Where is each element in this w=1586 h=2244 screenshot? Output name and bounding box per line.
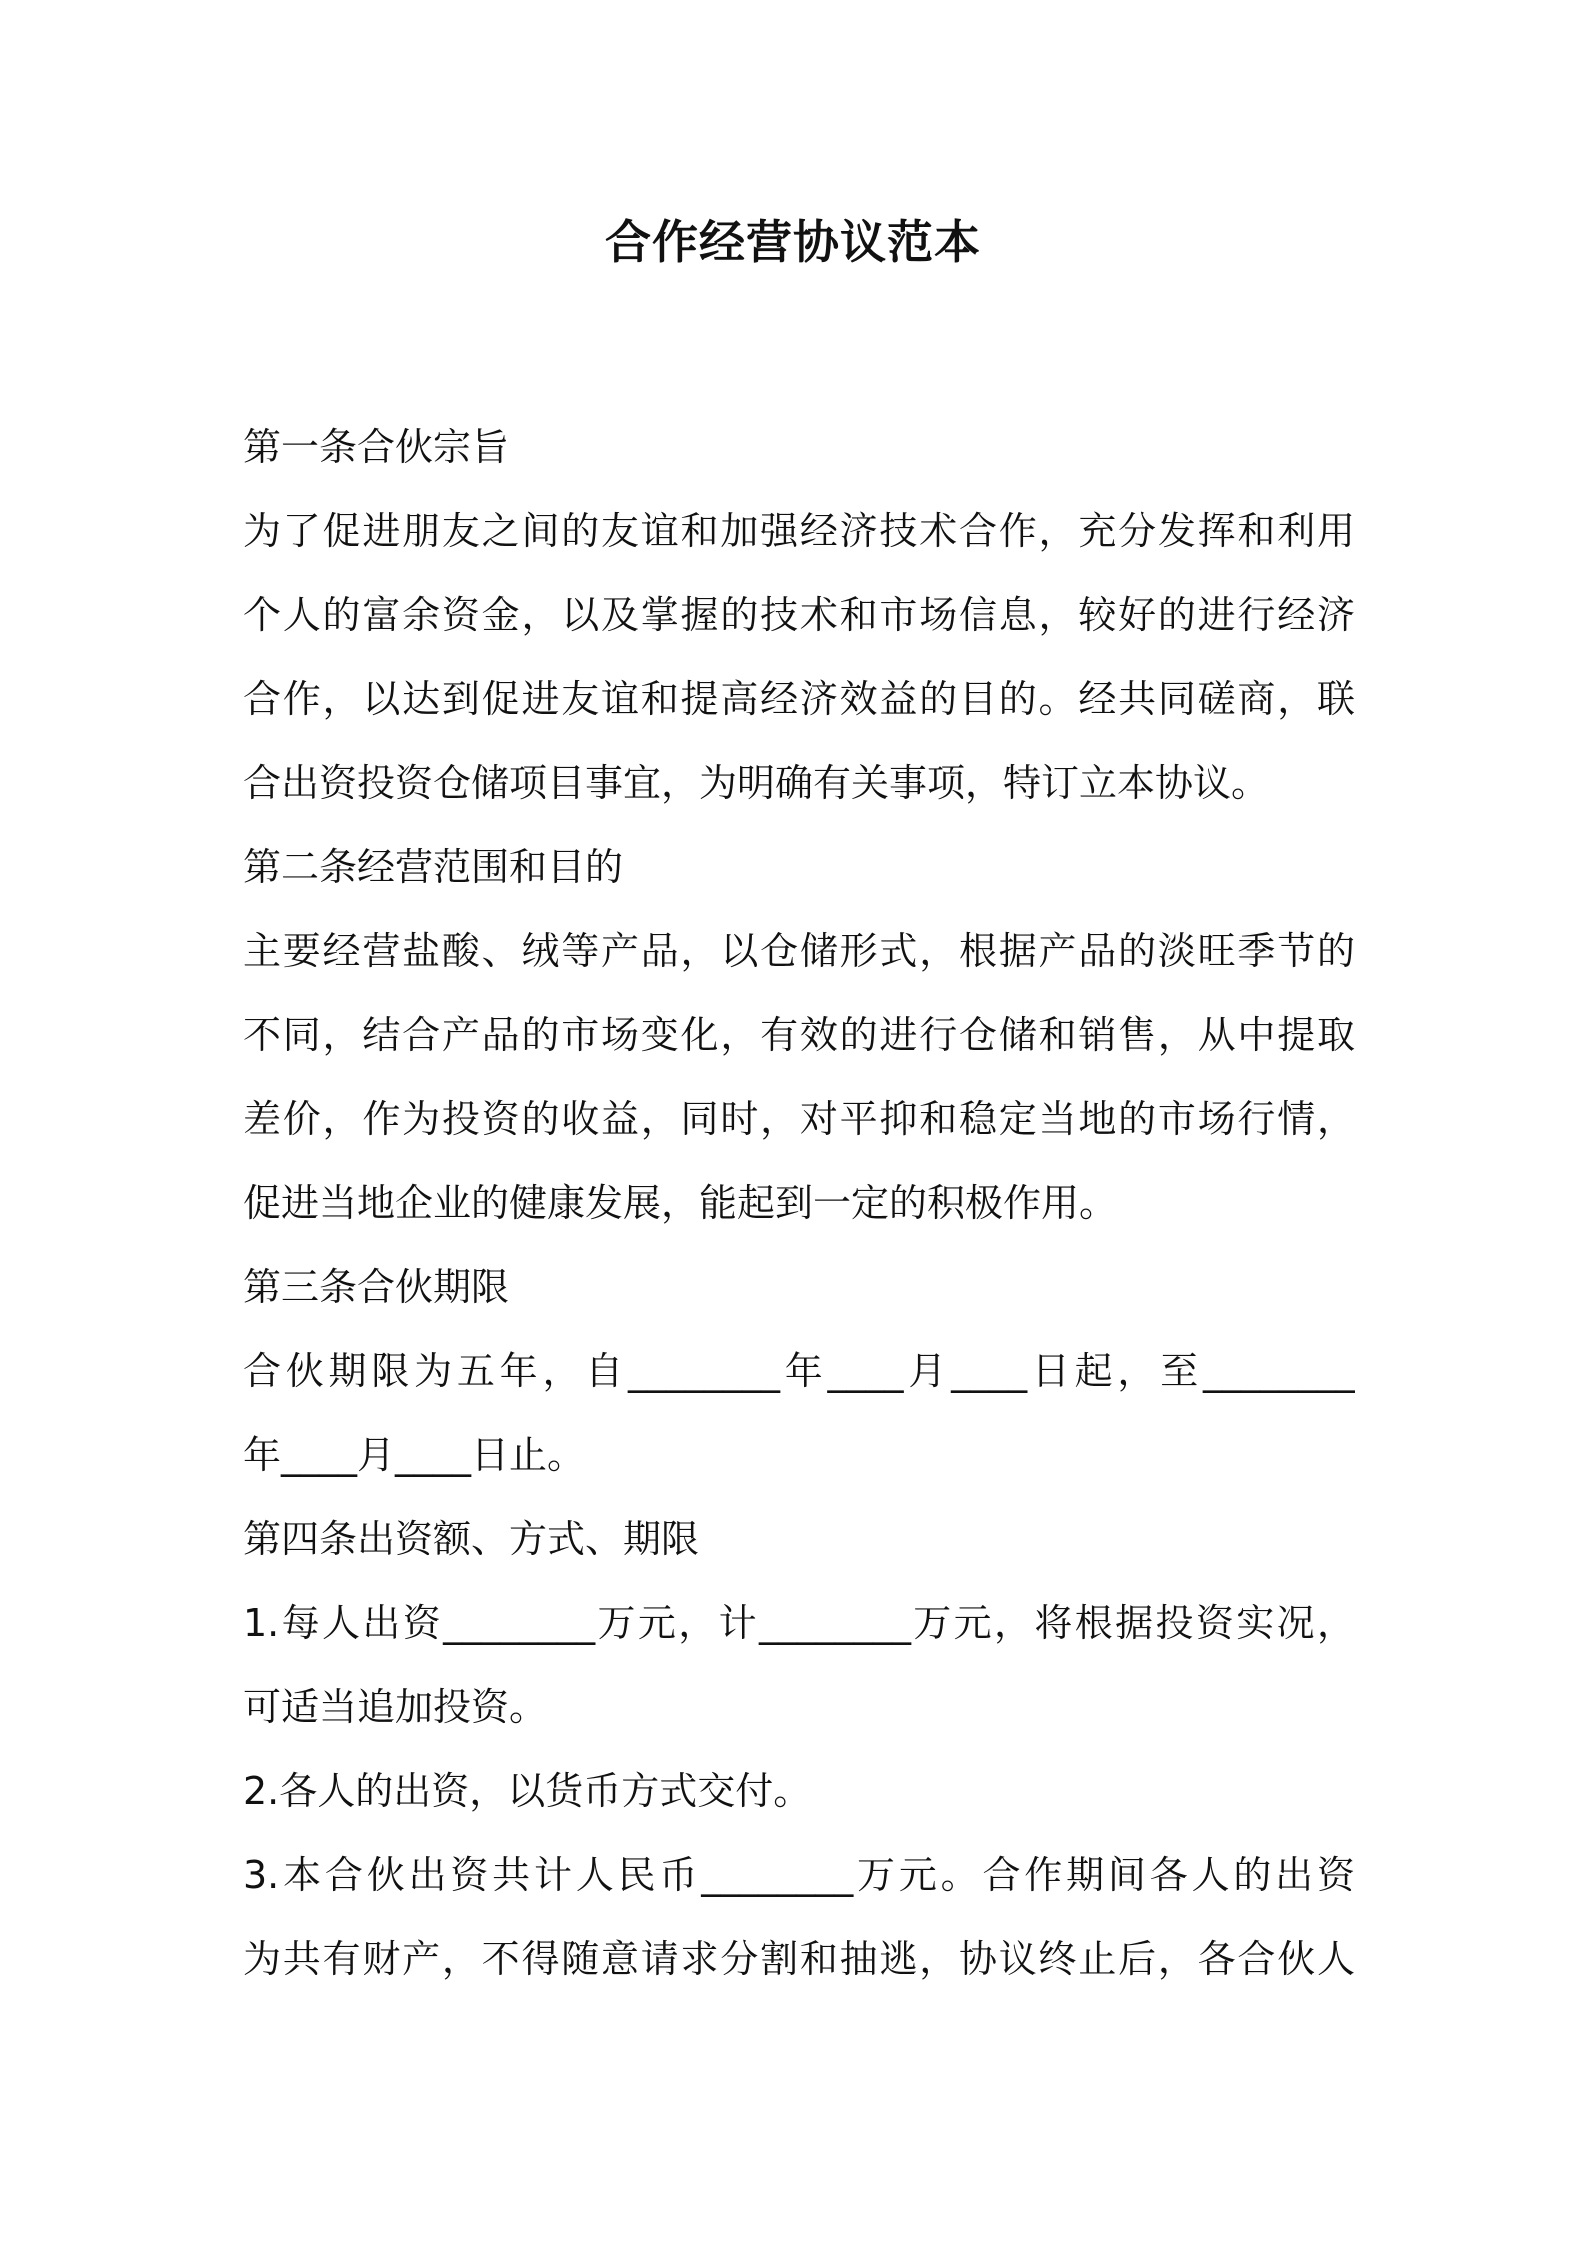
document-line: 差价，作为投资的收益，同时，对平抑和稳定当地的市场行情， xyxy=(243,1097,1355,1141)
document-line: 合出资投资仓储项目事宜，为明确有关事项，特订立本协议。 xyxy=(243,761,1270,805)
document-line: 主要经营盐酸、绒等产品，以仓储形式，根据产品的淡旺季节的 xyxy=(243,929,1355,973)
document-line: 2.各人的出资，以货币方式交付。 xyxy=(243,1769,812,1813)
document-line: 3.本合伙出资共计人民币________万元。合作期间各人的出资 xyxy=(243,1853,1355,1897)
document-line: 第二条经营范围和目的 xyxy=(243,845,624,889)
document-line: 为共有财产，不得随意请求分割和抽逃，协议终止后，各合伙人 xyxy=(243,1937,1355,1981)
document-line: 合作，以达到促进友谊和提高经济效益的目的。经共同磋商，联 xyxy=(243,677,1355,721)
document-line: 合伙期限为五年，自________年____月____日起，至________ xyxy=(243,1349,1355,1393)
document-line: 第四条出资额、方式、期限 xyxy=(243,1517,700,1561)
document-title: 合作经营协议范本 xyxy=(605,215,981,269)
document-line: 为了促进朋友之间的友谊和加强经济技术合作，充分发挥和利用 xyxy=(243,509,1355,553)
document-body xyxy=(243,405,1355,2001)
document-line: 1.每人出资________万元，计________万元，将根据投资实况， xyxy=(243,1601,1355,1645)
document-line: 个人的富余资金，以及掌握的技术和市场信息，较好的进行经济 xyxy=(243,593,1355,637)
document-line: 年____月____日止。 xyxy=(243,1433,586,1477)
document-line: 可适当追加投资。 xyxy=(243,1685,548,1729)
document-line: 不同，结合产品的市场变化，有效的进行仓储和销售，从中提取 xyxy=(243,1013,1355,1057)
document-line: 第一条合伙宗旨 xyxy=(243,425,510,469)
document-line: 第三条合伙期限 xyxy=(243,1265,510,1309)
document-line: 促进当地企业的健康发展，能起到一定的积极作用。 xyxy=(243,1181,1118,1225)
